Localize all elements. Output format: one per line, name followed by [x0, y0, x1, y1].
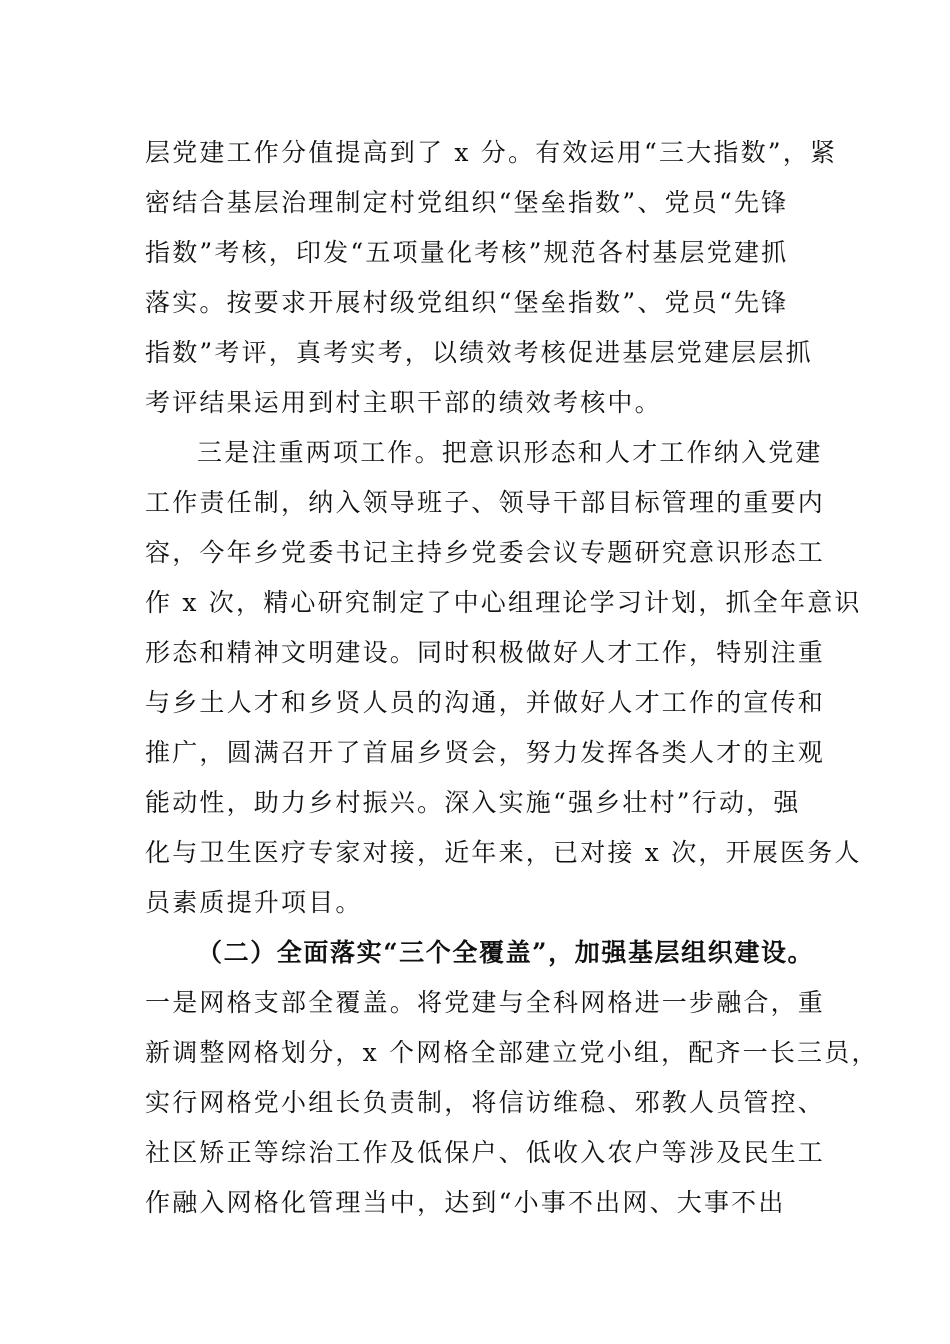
text-line: 新调整网格划分，x 个网格全部建立党小组，配齐一长三员，: [145, 1038, 879, 1067]
text-line: 作融入网格化管理当中，达到“小事不出网、大事不出: [145, 1188, 786, 1217]
text-line: 三是注重两项工作。把意识形态和人才工作纳入党建: [197, 438, 823, 467]
text-line: 工作责任制，纳入领导班子、领导干部目标管理的重要内: [145, 488, 826, 517]
paragraph-two-tasks: [145, 428, 862, 928]
text-line: 层党建工作分值提高到了 x 分。有效运用“三大指数”，紧: [145, 138, 838, 167]
text-line: 考评结果运用到村主职干部的绩效考核中。: [145, 388, 662, 417]
text-line: 密结合基层治理制定村党组织“堡垒指数”、党员“先锋: [145, 188, 789, 217]
text-line: 容，今年乡党委书记主持乡党委会议专题研究意识形态工: [145, 538, 826, 567]
paragraph-grid-coverage: [145, 978, 879, 1228]
section-heading: （二）全面落实“三个全覆盖”，加强基层组织建设。: [197, 938, 815, 967]
text-line: 能动性，助力乡村振兴。深入实施“强乡壮村”行动，强: [145, 788, 801, 817]
text-line: 指数”考评，真考实考，以绩效考核促进基层党建层层抓: [145, 338, 813, 367]
text-line: 指数”考核，印发“五项量化考核”规范各村基层党建抓: [145, 238, 789, 267]
text-line: 社区矫正等综治工作及低保户、低收入农户等涉及民生工: [145, 1138, 826, 1167]
text-line: 实行网格党小组长负责制，将信访维稳、邪教人员管控、: [145, 1088, 826, 1117]
text-line: 与乡土人才和乡贤人员的沟通，并做好人才工作的宣传和: [145, 688, 826, 717]
text-line: 落实。按要求开展村级党组织“堡垒指数”、党员“先锋: [145, 288, 789, 317]
text-line: 一是网格支部全覆盖。将党建与全科网格进一步融合，重: [145, 988, 826, 1017]
section-heading-block: [145, 928, 815, 978]
text-line: 员素质提升项目。: [145, 888, 363, 917]
document-body: [145, 128, 879, 1228]
text-line: 形态和精神文明建设。同时积极做好人才工作，特别注重: [145, 638, 826, 667]
paragraph-party-building-assessment: [145, 128, 838, 428]
text-line: 推广，圆满召开了首届乡贤会，努力发挥各类人才的主观: [145, 738, 826, 767]
text-line: 化与卫生医疗专家对接，近年来，已对接 x 次，开展医务人: [145, 838, 862, 867]
text-line: 作 x 次，精心研究制定了中心组理论学习计划，抓全年意识: [145, 588, 862, 617]
